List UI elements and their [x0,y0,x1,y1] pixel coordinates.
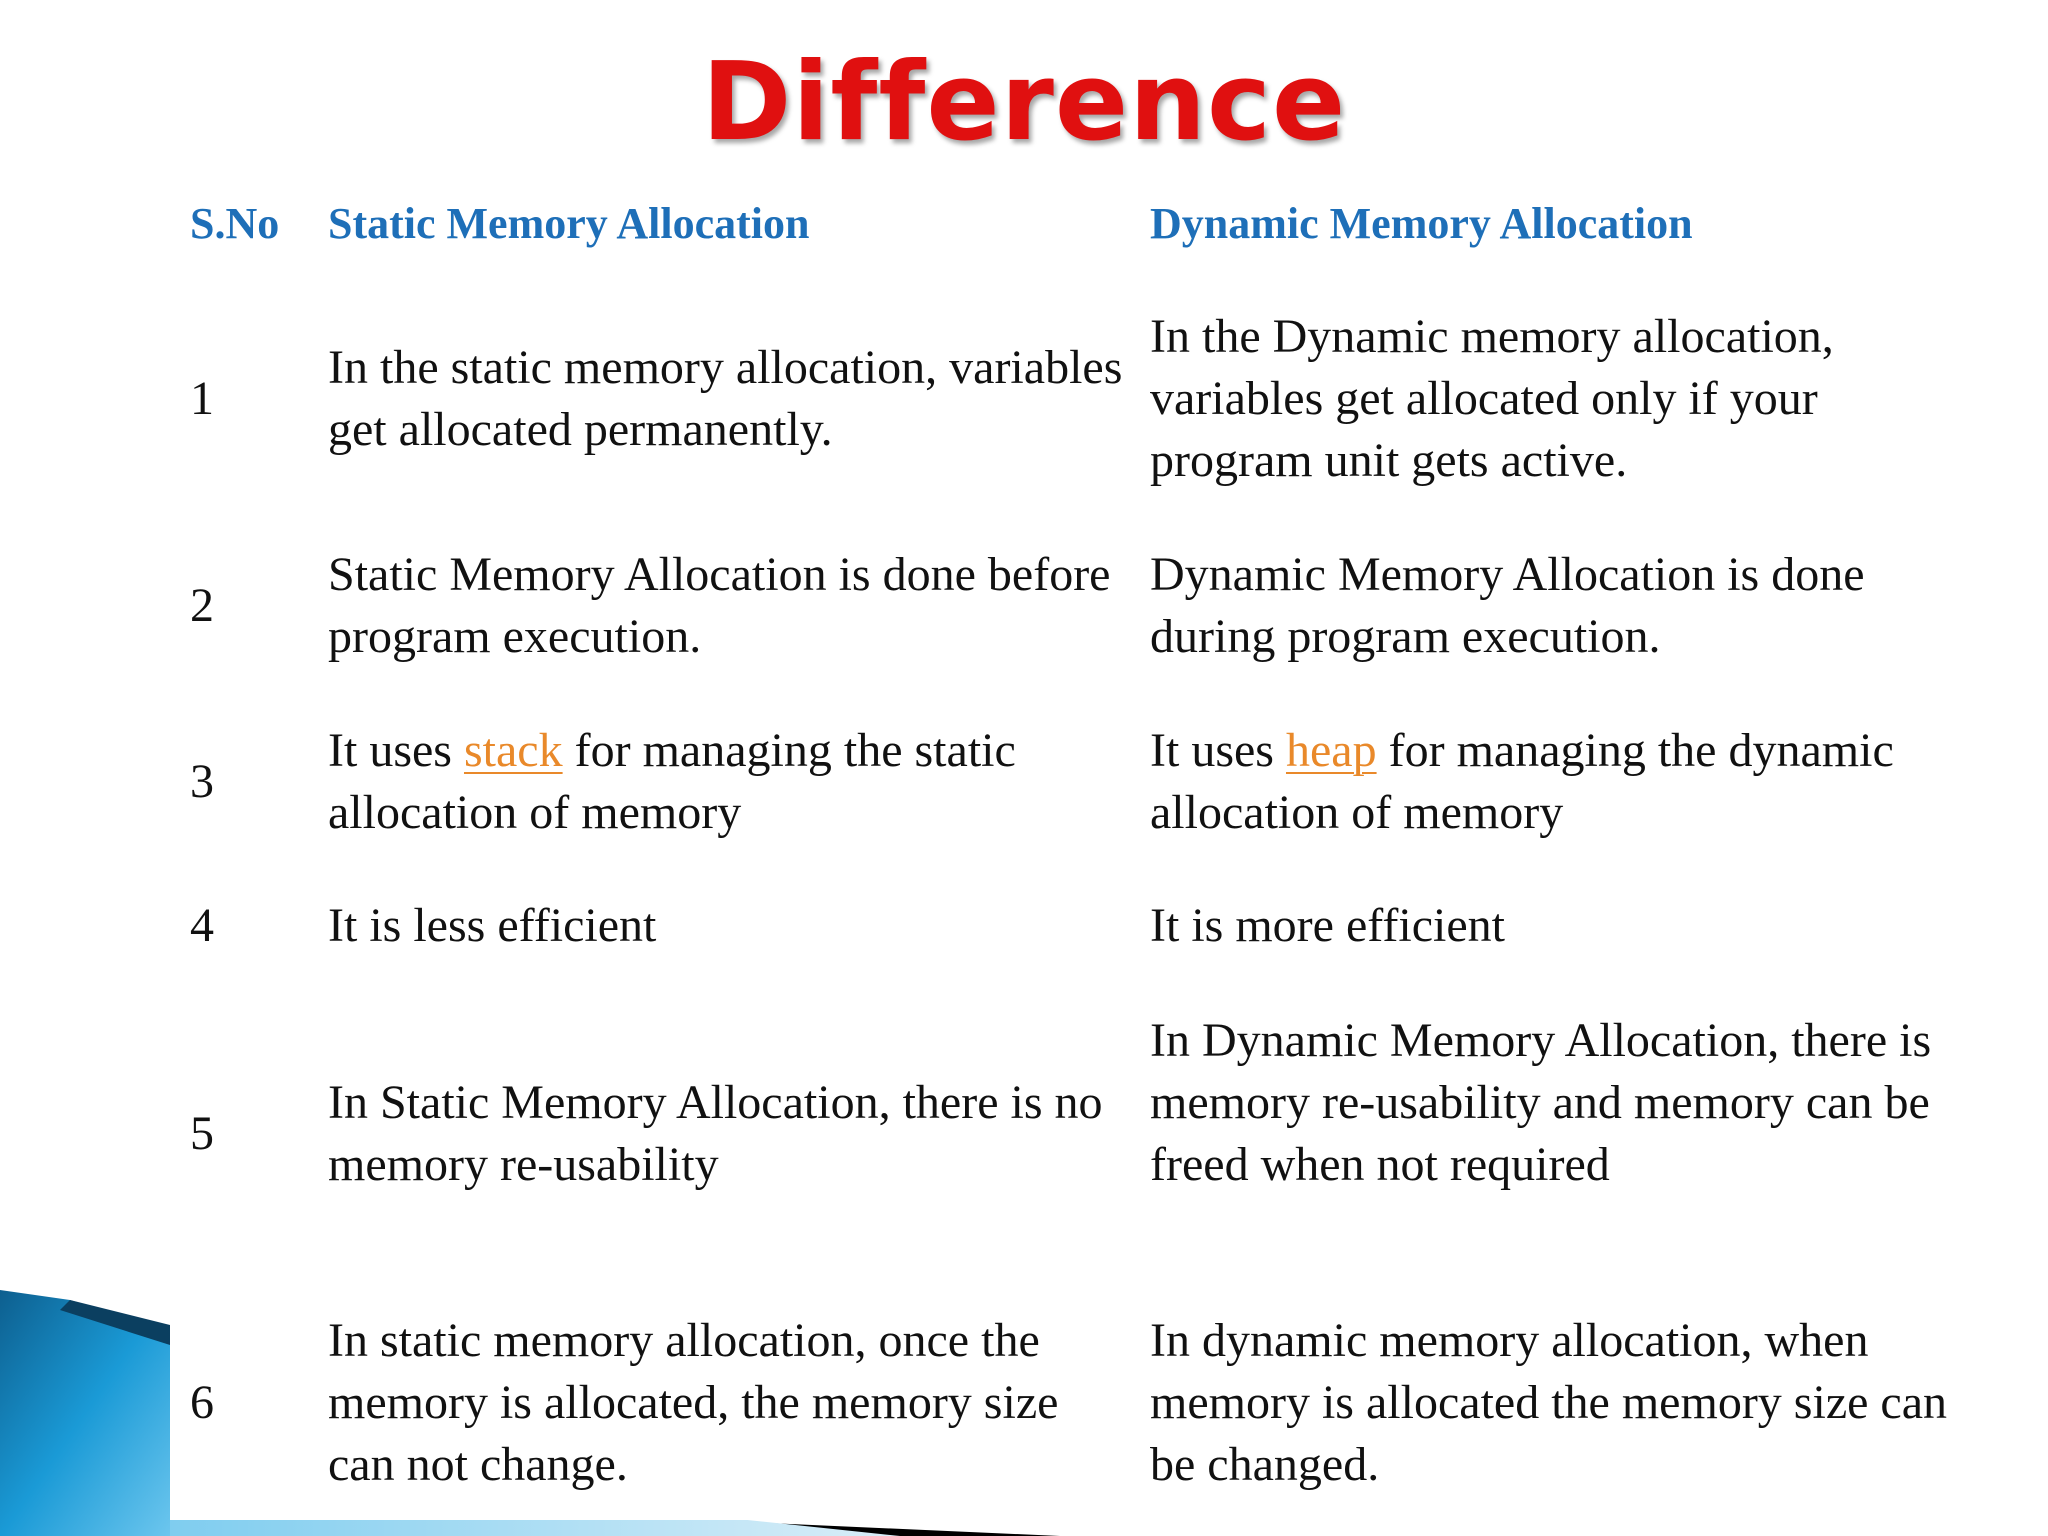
row-6-dynamic: In dynamic memory allocation, when memory is allocated the memory size can be changed. [1150,1314,1948,1491]
row-3-static-post: for managing the static allocation of memory [328,724,1016,839]
heap-link[interactable]: heap [1285,724,1377,777]
stack-link[interactable]: stack [463,724,563,777]
row-1-static: In the static memory allocation, variables get allocated permanently. [328,341,1123,456]
row-2-static: Static Memory Allocation is done before program execution. [328,548,1111,663]
row-5-dynamic: In Dynamic Memory Allocation, there is memory re-usability and memory can be freed when not required [1150,1014,1932,1191]
row-2-dynamic: Dynamic Memory Allocation is done during program execution. [1150,548,1865,663]
row-3-static-pre: It uses [328,724,464,777]
page-title: Difference [701,40,1347,165]
row-4-sno: 4 [190,899,214,952]
row-5-sno: 5 [190,1107,214,1160]
row-6-static: In static memory allocation, once the memory is allocated, the memory size can not change. [328,1314,1059,1491]
row-3-sno: 3 [190,755,214,808]
row-4-dynamic: It is more efficient [1150,899,1505,952]
row-5-static: In Static Memory Allocation, there is no memory re-usability [328,1076,1103,1191]
row-6-sno: 6 [190,1376,214,1429]
row-3-dynamic-pre: It uses [1150,724,1286,777]
row-1-dynamic: In the Dynamic memory allocation, variables get allocated only if your program unit gets active. [1150,310,1834,487]
header-sno: S.No [190,199,280,248]
row-3-static [328,720,1128,844]
row-4-static: It is less efficient [328,899,657,952]
row-1-sno: 1 [190,372,214,425]
header-dynamic: Dynamic Memory Allocation [1150,199,1693,248]
header-static: Static Memory Allocation [328,199,810,248]
row-3-dynamic-post: for managing the dynamic allocation of memory [1150,724,1894,839]
row-2-sno: 2 [190,579,214,632]
row-3-dynamic [1150,720,1980,844]
